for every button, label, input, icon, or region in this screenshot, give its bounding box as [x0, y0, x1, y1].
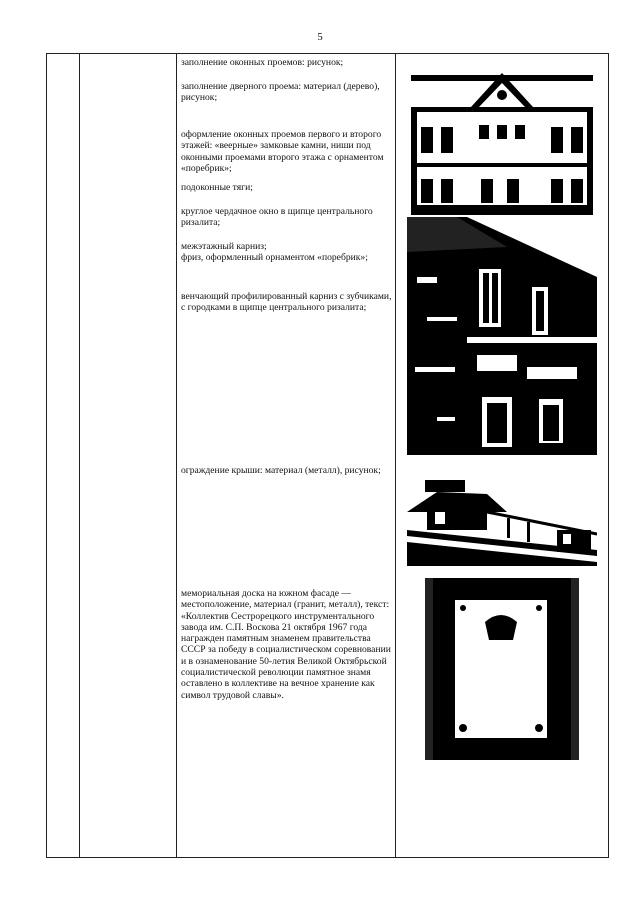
item-memorial-plaque: мемориальная доска на южном фасаде — местоположение, материал (гранит, металл), текст: «Коллектив Сестрорецкого инструментального завода им. С.П. Воскова 21 октября 1967 года награжден памятным знаменем правительства СССР за победу в социалистическом соревновании и в ознаменование 50-летия Великой Октябрьской социалистической революции памятное знамя оставлено в коллективе на вечное хранение как символ трудовой славы».: [181, 588, 391, 701]
text-group-openings: [181, 129, 393, 174]
text-group-crown: [181, 291, 393, 314]
text-group-plaque: [181, 588, 393, 701]
facade-photo: [411, 67, 593, 215]
item-attic-window: круглое чердачное окно в щипце центрального ризалита;: [181, 206, 373, 229]
corner-photo: [407, 217, 597, 455]
text-group-sills: [181, 182, 393, 193]
column-divider: [395, 54, 396, 857]
page-number: 5: [317, 31, 323, 43]
roof-railing-photo: [407, 472, 597, 566]
item-window-fill: заполнение оконных проемов: рисунок;: [181, 57, 344, 68]
item-door-fill: заполнение дверного проема: материал (дерево), рисунок;: [181, 81, 380, 104]
memorial-plaque-photo: [425, 578, 579, 760]
item-crown-cornice: венчающий профилированный карниз с зубчиками, с городками в щипце центрального ризалита;: [181, 291, 392, 314]
item-frieze: фриз, оформленный орнаментом «поребрик»;: [181, 252, 368, 264]
text-group-attic: [181, 206, 393, 229]
column-divider: [79, 54, 80, 857]
column-divider: [176, 54, 177, 857]
item-window-design: оформление оконных проемов первого и второго этажей: «веерные» замковые камни, ниши под оконными проемами второго этажа с орнаментом «поребрик»;: [181, 129, 384, 174]
text-group-windows: [181, 57, 393, 68]
text-group-cornice: [181, 241, 393, 264]
text-group-door: [181, 81, 393, 104]
item-interfloor-cornice: межэтажный карниз;: [181, 241, 267, 252]
text-group-roof: [181, 465, 393, 476]
item-roof-railing: ограждение крыши: материал (металл), рисунок;: [181, 465, 381, 476]
item-sill-cornices: подоконные тяги;: [181, 182, 253, 193]
